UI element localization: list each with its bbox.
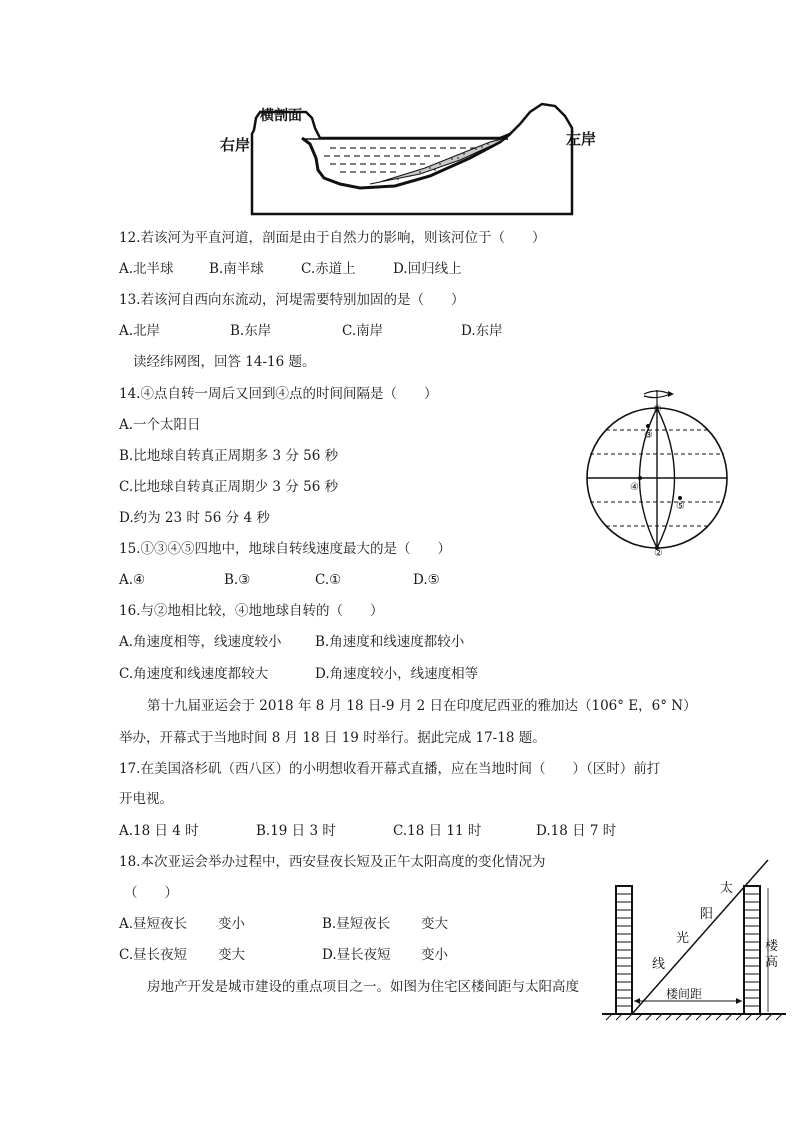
q18-option-b-part1: B.昼短夜长 — [322, 916, 391, 932]
sun-label-2: 阳 — [700, 907, 714, 922]
river-cross-section-figure — [220, 98, 600, 218]
q18-stem-line2: （ ） — [124, 885, 178, 901]
q14-option-b: B.比地球自转真正周期多 3 分 56 秒 — [119, 448, 339, 464]
q17-option-b: B.19 日 3 时 — [256, 823, 336, 839]
point-2-label: ② — [654, 548, 663, 556]
q12-option-d: D.回归线上 — [393, 261, 462, 277]
q13-stem: 13.若该河自西向东流动，河堤需要特别加固的是（ ） — [119, 292, 465, 308]
q16-stem: 16.与②地相比较，④地地球自转的（ ） — [119, 603, 384, 619]
q17-option-c: C.18 日 11 时 — [393, 823, 482, 839]
q18-option-c-part2: 变大 — [218, 947, 245, 963]
q16-option-b: B.角速度和线速度都较小 — [315, 634, 465, 650]
q18-stem-line1: 18.本次亚运会举办过程中，西安昼夜长短及正午太阳高度的变化情况为 — [119, 854, 546, 870]
q16-option-a: A.角速度相等，线速度较小 — [119, 634, 282, 650]
q12-option-b: B.南半球 — [209, 261, 264, 277]
q17-option-d: D.18 日 7 时 — [536, 823, 617, 839]
point-1-label: ① — [653, 404, 662, 415]
right-bank-label: 右岸 — [220, 136, 251, 154]
q15-option-a: A.④ — [119, 572, 146, 588]
q14-stem: 14.④点自转一周后又回到④点的时间间隔是（ ） — [119, 386, 438, 402]
q16-option-c: C.角速度和线速度都较大 — [119, 666, 269, 682]
q17-option-a: A.18 日 4 时 — [119, 823, 199, 839]
q13-option-a: A.北岸 — [119, 323, 161, 339]
left-bank-label: 左岸 — [566, 130, 597, 148]
q14-option-d: D.约为 23 时 56 分 4 秒 — [119, 510, 270, 526]
spacing-label: 楼间距 — [666, 987, 703, 1001]
q18-option-c-part1: C.昼长夜短 — [119, 947, 188, 963]
q17-stem-line1: 17.在美国洛杉矶（西八区）的小明想收看开幕式直播，应在当地时间（ ）（区时）前打 — [119, 761, 661, 777]
intro-17-18-line2: 举办，开幕式于当地时间 8 月 18 日 19 时举行。据此完成 17-18 题。 — [119, 730, 546, 746]
q14-option-c: C.比地球自转真正周期少 3 分 56 秒 — [119, 479, 339, 495]
sun-label-3: 光 — [676, 931, 690, 946]
height-label-1: 楼 — [765, 939, 779, 954]
point-5-label: ⑤ — [676, 501, 685, 512]
point-4-label: ④ — [630, 482, 639, 493]
sun-label-1: 太 — [720, 881, 734, 896]
q13-option-d: D.东岸 — [461, 323, 503, 339]
q18-option-b-part2: 变大 — [421, 916, 448, 932]
building-spacing-figure — [600, 858, 790, 1028]
q18-option-d-part1: D.昼长夜短 — [322, 947, 391, 963]
q15-option-b: B.③ — [224, 572, 251, 588]
q14-option-a: A.一个太阳日 — [119, 417, 201, 433]
q15-stem: 15.①③④⑤四地中，地球自转线速度最大的是（ ） — [119, 541, 451, 557]
height-label-2: 高 — [765, 955, 779, 970]
section-label: 横剖面 — [260, 108, 302, 124]
q13-option-b: B.东岸 — [230, 323, 272, 339]
point-3-label: ③ — [644, 430, 653, 441]
q15-option-d: D.⑤ — [413, 572, 440, 588]
intro-17-18-line1: 第十九届亚运会于 2018 年 8 月 18 日-9 月 2 日在印度尼西亚的雅加达（106° E，6° N） — [147, 698, 697, 714]
q12-option-c: C.赤道上 — [301, 261, 356, 277]
q18-option-a-part2: 变小 — [218, 916, 245, 932]
graticule-globe-figure — [582, 386, 732, 556]
q17-stem-line2: 开电视。 — [119, 791, 173, 807]
q12-stem: 12.若该河为平直河道，剖面是由于自然力的影响，则该河位于（ ） — [119, 230, 546, 246]
q13-option-c: C.南岸 — [342, 323, 384, 339]
intro-next-paragraph: 房地产开发是城市建设的重点项目之一。如图为住宅区楼间距与太阳高度 — [147, 979, 579, 995]
sun-label-4: 线 — [652, 957, 666, 972]
q18-option-a-part1: A.昼短夜长 — [119, 916, 188, 932]
q12-option-a: A.北半球 — [119, 261, 174, 277]
intro-14-16: 读经纬网图，回答 14-16 题。 — [133, 354, 316, 370]
q18-option-d-part2: 变小 — [421, 947, 448, 963]
q16-option-d: D.角速度较小，线速度相等 — [315, 666, 479, 682]
q15-option-c: C.① — [315, 572, 342, 588]
